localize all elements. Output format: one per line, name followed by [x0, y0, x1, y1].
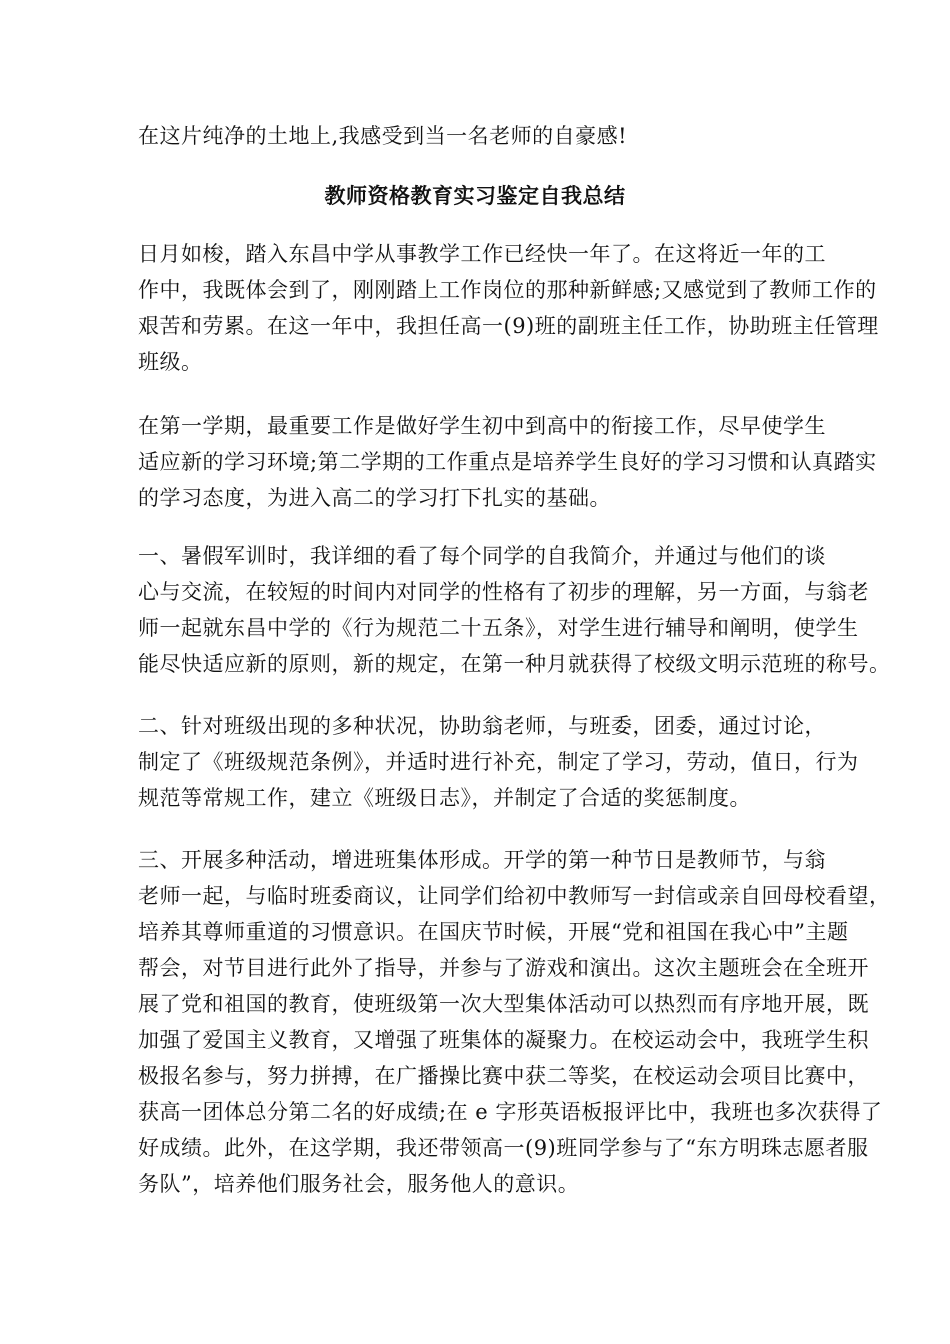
paragraph-line: 展了党和祖国的教育，使班级第一次大型集体活动可以热烈而有序地开展，既 — [138, 992, 869, 1016]
paragraph-line: 好成绩。此外，在这学期，我还带领高一(9)班同学参与了“东方明珠志愿者服 — [138, 1136, 869, 1160]
paragraph-line: 的学习态度，为进入高二的学习打下扎实的基础。 — [138, 486, 611, 510]
paragraph-1 — [138, 236, 879, 380]
paragraph-line: 日月如梭，踏入东昌中学从事教学工作已经快一年了。在这将近一年的工 — [138, 242, 826, 266]
paragraph-line: 制定了《班级规范条例》，并适时进行补充，制定了学习，劳动，值日，行为 — [138, 750, 859, 774]
paragraph-2 — [138, 408, 877, 516]
paragraph-line: 适应新的学习环境;第二学期的工作重点是培养学生良好的学习习惯和认真踏实 — [138, 450, 877, 474]
paragraph-line: 二、针对班级出现的多种状况，协助翁老师，与班委，团委，通过讨论， — [138, 714, 826, 738]
paragraph-line: 师一起就东昌中学的《行为规范二十五条》，对学生进行辅导和阐明，使学生 — [138, 616, 859, 640]
paragraph-line: 一、暑假军训时，我详细的看了每个同学的自我简介，并通过与他们的谈 — [138, 544, 826, 568]
paragraph-line: 作中，我既体会到了，刚刚踏上工作岗位的那种新鲜感;又感觉到了教师工作的 — [138, 278, 877, 302]
paragraph-line: 加强了爱国主义教育，又增强了班集体的凝聚力。在校运动会中，我班学生积 — [138, 1028, 869, 1052]
paragraph-line: 在第一学期，最重要工作是做好学生初中到高中的衔接工作，尽早使学生 — [138, 414, 826, 438]
paragraph-line: 老师一起，与临时班委商议，让同学们给初中教师写一封信或亲自回母校看望， — [138, 884, 891, 908]
paragraph-line: 获高一团体总分第二名的好成绩;在 e 字形英语板报评比中，我班也多次获得了 — [138, 1100, 883, 1124]
paragraph-line: 三、开展多种活动，增进班集体形成。开学的第一种节日是教师节，与翁 — [138, 848, 826, 872]
paragraph-line: 心与交流，在较短的时间内对同学的性格有了初步的理解，另一方面，与翁老 — [138, 580, 869, 604]
paragraph-line: 帮会，对节目进行此外了指导，并参与了游戏和演出。这次主题班会在全班开 — [138, 956, 869, 980]
paragraph-line: 培养其尊师重道的习惯意识。在国庆节时候，开展“党和祖国在我心中”主题 — [138, 920, 849, 944]
intro-paragraph — [138, 118, 860, 154]
paragraph-line: 极报名参与，努力拼搏，在广播操比赛中获二等奖，在校运动会项目比赛中， — [138, 1064, 869, 1088]
paragraph-line: 务队”，培养他们服务社会，服务他人的意识。 — [138, 1172, 580, 1196]
intro-line: 在这片纯净的土地上,我感受到当一名老师的自豪感! — [138, 124, 628, 148]
paragraph-line: 班级。 — [138, 350, 203, 374]
paragraph-line: 艰苦和劳累。在这一年中，我担任高一(9)班的副班主任工作，协助班主任管理 — [138, 314, 879, 338]
paragraph-line: 能尽快适应新的原则，新的规定，在第一种月就获得了校级文明示范班的称号。 — [138, 652, 891, 676]
paragraph-5 — [138, 842, 891, 1202]
paragraph-line: 规范等常规工作，建立《班级日志》，并制定了合适的奖惩制度。 — [138, 786, 751, 810]
paragraph-4 — [138, 708, 860, 816]
document-title: 教师资格教育实习鉴定自我总结 — [324, 183, 626, 208]
paragraph-3 — [138, 538, 891, 682]
